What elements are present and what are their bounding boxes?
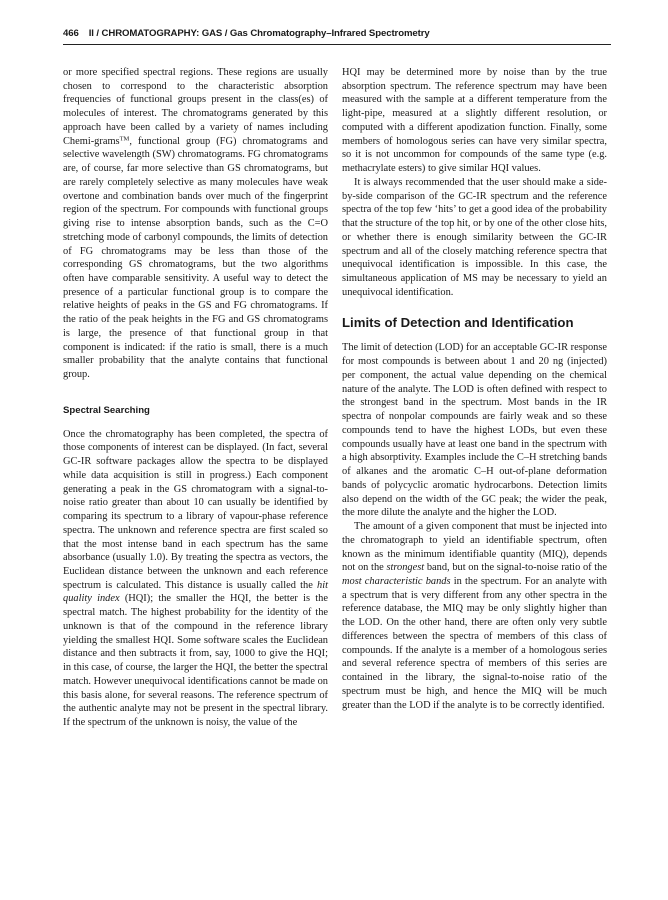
paragraph-miq: The amount of a given component that must be injected into the chromatograph to yield an identifiable spectrum, often known as the minimum identifiable quantity (MIQ), depends not on the strongest band, but on the signal-to-noise ratio of the most characteristic bands in the spectrum. For an analyte with a spectrum that is very different from any other spectra in the reference database, the MIQ may be only slightly higher than the LOD. On the other hand, there are often only very subtle differences between the spectra of members of this class of compounds. If the analyte is a member of a homologous series and several reference spectra of members of this series are contained in the library, the signal-to-noise ratio of the spectrum must be high, and hence the MIQ will be much greater than the LOD if the analyte is to be correctly identified.: [342, 521, 608, 711]
page-number: 466: [63, 28, 79, 39]
trademark-symbol: TM: [119, 135, 130, 143]
paragraph-chromatograms: or more specified spectral regions. These regions are usually chosen to correspond to the characteristic absorption frequencies of functional groups present in the class(es) of molecules of interest. The chromatograms generated by this approach have been called by a variety of names including Chemi-grams™, functional group (FG) chromatograms and selective wavelength (SW) chromatograms. FG chromatograms are, of course, far more selective than GS chromatograms, but are rarely completely selective as many molecules have weak overtone and combination bands over much of the fingerprint region of the spectrum. For compounds with functional groups giving rise to intense absorption bands, such as the C=O stretching mode of carbonyl compounds, the limits of detection of FG chromatograms may be less than those of the corresponding GS chromatograms, but the two algorithms often have comparable sensitivity. A useful way to detect the presence of a particular functional group is to compare the relative heights of peaks in the GS and FG chromatograms. If the ratio of the peak heights in the FG and GS chromatograms is large, the presence of that functional group in that component is indicated: if the ratio is small, there is a much smaller probability that the analyte contains that functional group.: [63, 67, 328, 381]
paragraph-lod: The limit of detection (LOD) for an acceptable GC-IR response for most compounds is between about 1 and 20 ng (injected) per component, the actual value depending on the chemical nature of the analyte. The LOD is often defined with respect to the strongest band in the spectrum. Most bands in the IR spectra of nonpolar compounds are fairly weak and so these compounds tend to have the highest LODs, but even these compounds usually have at least one band in the spectrum with a high absorptivity. Examples include the C–H stretching bands of alkanes and the aromatic C–H out-of-plane deformation bands of polycyclic aromatic hydrocarbons. Detection limits also depend on the width of the GC peak; the wider the peak, the more dilute the analyte and the higher the LOD.: [342, 342, 607, 519]
emphasis-most-characteristic-bands: most characteristic bands: [342, 575, 451, 587]
section-heading-limits: Limits of Detection and Identification: [342, 315, 574, 331]
running-header: [63, 28, 611, 39]
header-rule: [63, 44, 611, 45]
term-hit-quality-index: hit quality index: [63, 579, 328, 605]
subheading-spectral-searching: Spectral Searching: [63, 404, 150, 416]
paragraph-hqi-noise: HQI may be determined more by noise than by the true absorption spectrum. The reference spectrum may have been measured with the sample at a different temperature from the light-pipe, measured at a slightly different resolution, or computed with a different apodization function. Finally, some members of homologous series can have very similar spectra, so it is not uncommon for compounds of the same type (e.g. methacrylate esters) to give similar HQI values.: [342, 67, 607, 175]
right-column: [342, 66, 607, 712]
left-column: [63, 66, 328, 730]
emphasis-strongest: strongest: [386, 562, 425, 574]
running-title: II / CHROMATOGRAPHY: GAS / Gas Chromatography–Infrared Spectrometry: [88, 28, 430, 39]
paragraph-side-by-side: It is always recommended that the user should make a side-by-side comparison of the GC-IR spectrum and the reference spectra of the top few ‘hits’ to get a good idea of the probability that the structure of the top hit, or by one of the other close hits, or whether there is enough similarity between the GC-IR spectrum and all of the closely matching reference spectra that unequivocal identification is impossible. In this case, the simultaneous application of MS may be necessary to yield an unequivocal identification.: [342, 176, 607, 298]
paragraph-spectral-searching: Once the chromatography has been completed, the spectra of those components of interest can be displayed. (In fact, several GC-IR software packages allow the spectra to be displayed while data acquisition is still in progress.) Each component generating a peak in the GS chromatogram with a signal-to-noise ratio greater than about 10 can usually be identified by comparing its spectrum to a library of vapour-phase reference spectra. The unknown and reference spectra are first scaled so that the most intense band in each spectrum has the same absorbance (usually 1.0). By treating the spectra as vectors, the Euclidean distance between the unknown and each reference spectrum is calculated. This distance is usually called the hit quality index (HQI); the smaller the HQI, the better is the spectral match. The highest probability for the identity of the unknown is that of the compound in the reference library yielding the smallest HQI. Some software scales the Euclidean distance and then subtracts it from, say, 1000 to give the HQI; in this case, of course, the larger the HQI, the better the spectral match. However unequivocal identifications cannot be made on this basis alone, for several reasons. The reference spectrum of the authentic analyte may not be present in the spectral library. If the spectrum of the unknown is noisy, the value of the: [63, 428, 328, 729]
